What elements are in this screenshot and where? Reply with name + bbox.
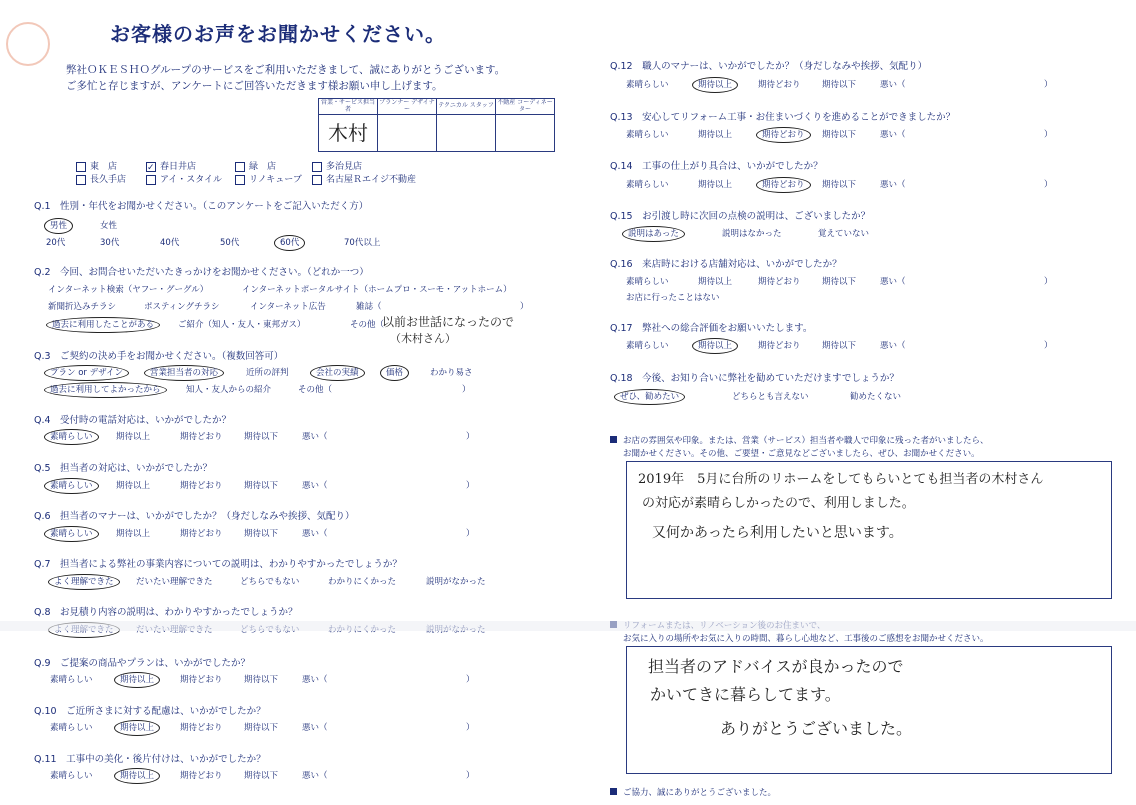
q12-label: Q.12 職人のマナーは、いかがでしたか？（身だしなみや挨拶、気配り） <box>610 61 928 72</box>
q5-rating-bad: 悪い（ <box>302 481 328 491</box>
staff-sales-name: 木村 <box>319 115 378 152</box>
q5-rating-below: 期待以下 <box>244 481 279 491</box>
q18-opt-yes: ぜひ、勧めたい <box>620 390 685 402</box>
q1-age-40: 40代 <box>160 238 180 248</box>
square-bullet-icon <box>610 788 617 795</box>
q10-rating-bad: 悪い（ <box>302 723 328 733</box>
q17-rating-above: 期待以上 <box>698 339 738 351</box>
q11-rating-expected: 期待どおり <box>180 771 223 781</box>
q15-opt-no: 説明はなかった <box>722 229 782 239</box>
q18-label: Q.18 今後、お知り合いに弊社を勧めていただけますでしょうか？ <box>610 373 899 384</box>
q9-rating-excellent: 素晴らしい <box>50 675 93 685</box>
q10-rating-bad-close: ） <box>466 723 475 733</box>
q6-rating-excellent: 素晴らしい <box>50 527 99 539</box>
store-r-age: 名古屋Ｒエイジ不動産 <box>312 172 416 185</box>
staff-header-sales: 営業・サービス担当者 <box>319 99 378 115</box>
q1-label: Q.1 性別・年代をお聞かせください。（このアンケートをご記入いただく方） <box>34 201 369 212</box>
q12-rating-bad-close: ） <box>1044 80 1053 90</box>
q5-label: Q.5 担当者の対応は、いかがでしたか？ <box>34 463 213 474</box>
store-tajimi: 多治見店 <box>312 159 362 172</box>
comment1-label-2: お聞かせください。その他、ご要望・ご意見などございましたら、ぜひ、お聞かせください。 <box>623 449 980 459</box>
q14-label: Q.14 工事の仕上がり具合は、いかがでしたか？ <box>610 161 823 172</box>
staff-realestate-name <box>496 115 555 152</box>
comment1-line-2: の対応が素晴らしかったので、利用しました。 <box>642 496 915 511</box>
q17-label: Q.17 弊社への総合評価をお願いいたします。 <box>610 323 813 334</box>
q7-opt-hard: わかりにくかった <box>328 577 397 587</box>
q6-rating-bad-close: ） <box>466 529 475 539</box>
q18-opt-neutral: どちらとも言えない <box>732 392 809 402</box>
q3-opt-staff: 営業担当者の対応 <box>150 366 224 378</box>
q10-rating-above: 期待以上 <box>120 721 160 733</box>
q14-rating-bad-close: ） <box>1044 180 1053 190</box>
q7-opt-none: 説明がなかった <box>426 577 486 587</box>
q6-rating-below: 期待以下 <box>244 529 279 539</box>
q3-opt-past: 過去に利用してよかったから <box>50 383 167 395</box>
q13-rating-expected: 期待どおり <box>762 128 811 140</box>
q10-rating-below: 期待以下 <box>244 723 279 733</box>
q3-label: Q.3 ご契約の決め手をお聞かせください。（複数回答可） <box>34 351 284 362</box>
q4-rating-expected: 期待どおり <box>180 432 223 442</box>
q12-rating-expected: 期待どおり <box>758 80 801 90</box>
q15-label: Q.15 お引渡し時に次回の点検の説明は、ございましたか？ <box>610 211 871 222</box>
staff-header-technical: テクニカル スタッフ <box>437 99 496 115</box>
q12-rating-above: 期待以上 <box>698 78 738 90</box>
q14-rating-excellent: 素晴らしい <box>626 180 669 190</box>
q5-rating-above: 期待以上 <box>116 481 151 491</box>
q11-rating-bad: 悪い（ <box>302 771 328 781</box>
q3-opt-price: 価格 <box>386 366 409 378</box>
q17-rating-excellent: 素晴らしい <box>626 341 669 351</box>
q16-rating-excellent: 素晴らしい <box>626 277 669 287</box>
q2-opt-ad: インターネット広告 <box>250 302 326 312</box>
q3-opt-other-close: ） <box>462 385 471 395</box>
store-istyle: アイ・スタイル <box>146 172 222 185</box>
q17-rating-below: 期待以下 <box>822 341 857 351</box>
q2-opt-referral: ご紹介（知人・友人・東邦ガス） <box>178 320 306 330</box>
page-title: お客様のお声をお聞かせください。 <box>110 22 446 46</box>
square-bullet-icon <box>610 436 617 443</box>
q7-opt-neutral: どちらでもない <box>240 577 300 587</box>
comment1-label-1: お店の雰囲気や印象。または、営業（サービス）担当者や職人で印象に残った者がいましたら、 <box>610 434 989 446</box>
q13-rating-bad: 悪い（ <box>880 130 906 140</box>
footer: ご協力、誠にありがとうございました。 <box>610 786 776 798</box>
q14-rating-below: 期待以下 <box>822 180 857 190</box>
staff-technical-name <box>437 115 496 152</box>
q1-female: 女性 <box>100 221 118 231</box>
page-fold <box>0 621 1136 631</box>
q2-handwritten-note: 以前お世話になったので <box>382 315 515 329</box>
q3-opt-referral: 知人・友人からの紹介 <box>186 385 272 395</box>
q15-opt-yes: 説明はあった <box>628 227 685 239</box>
q13-rating-above: 期待以上 <box>698 130 733 140</box>
q5-rating-expected: 期待どおり <box>180 481 223 491</box>
q9-rating-below: 期待以下 <box>244 675 279 685</box>
q12-rating-excellent: 素晴らしい <box>626 80 669 90</box>
q9-rating-bad-close: ） <box>466 675 475 685</box>
comment2-label-2: お気に入りの場所やお気に入りの時間、暮らし心地など、工事後のご感想をお聞かせください。 <box>623 634 989 644</box>
q13-rating-bad-close: ） <box>1044 130 1053 140</box>
q16-label: Q.16 来店時における店舗対応は、いかがでしたか？ <box>610 259 842 270</box>
q9-rating-bad: 悪い（ <box>302 675 328 685</box>
q7-opt-well: よく理解できた <box>54 575 120 587</box>
q2-handwritten-name: （木村さん） <box>390 332 456 345</box>
q11-rating-excellent: 素晴らしい <box>50 771 93 781</box>
q2-opt-posting: ポスティングチラシ <box>144 302 220 312</box>
q1-age-70: 70代以上 <box>344 238 381 248</box>
q2-opt-search: インターネット検索（ヤフー・グーグル） <box>48 285 209 295</box>
q2-opt-other: その他（ <box>350 320 385 330</box>
q17-rating-bad-close: ） <box>1044 341 1053 351</box>
q16-rating-expected: 期待どおり <box>758 277 801 287</box>
q16-rating-bad: 悪い（ <box>880 277 906 287</box>
q14-rating-above: 期待以上 <box>698 180 733 190</box>
comment1-line-1: 2019年 5月に台所のリホームをしてもらいとても担当者の木村さん <box>638 472 1044 487</box>
q4-label: Q.4 受付時の電話対応は、いかがでしたか？ <box>34 415 232 426</box>
q8-label: Q.8 お見積り内容の説明は、わかりやすかったでしょうか？ <box>34 607 298 618</box>
store-nagakute: 長久手店 <box>76 172 126 185</box>
q11-label: Q.11 工事中の美化・後片付けは、いかがでしたか？ <box>34 754 266 765</box>
q9-rating-expected: 期待どおり <box>180 675 223 685</box>
q13-rating-excellent: 素晴らしい <box>626 130 669 140</box>
q3-opt-reputation: 近所の評判 <box>246 368 289 378</box>
q15-opt-forgot: 覚えていない <box>818 229 870 239</box>
q6-label: Q.6 担当者のマナーは、いかがでしたか？（身だしなみや挨拶、気配り） <box>34 511 355 522</box>
store-renocube: リノキューブ <box>235 172 302 185</box>
q2-opt-portal: インターネットポータルサイト（ホームプロ・スーモ・アットホーム） <box>242 285 512 295</box>
q12-rating-below: 期待以下 <box>822 80 857 90</box>
q13-label: Q.13 安心してリフォーム工事・お住まいづくりを進めることができましたか？ <box>610 112 956 123</box>
store-higashi: 東 店 <box>76 159 117 172</box>
comment2-line-1: 担当者のアドバイスが良かったので <box>648 657 904 676</box>
staff-table <box>318 98 555 152</box>
q4-rating-bad: 悪い（ <box>302 432 328 442</box>
q5-rating-excellent: 素晴らしい <box>50 479 99 491</box>
staff-planner-name <box>378 115 437 152</box>
q11-rating-bad-close: ） <box>466 771 475 781</box>
q3-opt-plan: プラン or デザイン <box>50 366 129 378</box>
store-kasugai: ✓ 春日井店 <box>147 162 197 173</box>
q5-rating-bad-close: ） <box>466 481 475 491</box>
q7-opt-mostly: だいたい理解できた <box>136 577 213 587</box>
q16-opt-never: お店に行ったことはない <box>626 293 720 303</box>
q2-opt-flyer: 新聞折込みチラシ <box>48 302 117 312</box>
seal-stamp <box>6 22 50 66</box>
q14-rating-bad: 悪い（ <box>880 180 906 190</box>
q17-rating-expected: 期待どおり <box>758 341 801 351</box>
q4-rating-below: 期待以下 <box>244 432 279 442</box>
q2-opt-magazine: 雑誌（ <box>356 302 382 312</box>
q10-rating-excellent: 素晴らしい <box>50 723 93 733</box>
q10-rating-expected: 期待どおり <box>180 723 223 733</box>
q6-rating-bad: 悪い（ <box>302 529 328 539</box>
q17-rating-bad: 悪い（ <box>880 341 906 351</box>
q10-label: Q.10 ご近所さまに対する配慮は、いかがでしたか？ <box>34 706 266 717</box>
q9-rating-above: 期待以上 <box>120 673 160 685</box>
q1-age-20: 20代 <box>46 238 66 248</box>
q7-label: Q.7 担当者による弊社の事業内容についての説明は、わかりやすかったでしょうか？ <box>34 559 402 570</box>
q18-opt-no: 勧めたくない <box>850 392 902 402</box>
q4-rating-bad-close: ） <box>466 432 475 442</box>
q3-opt-other: その他（ <box>298 385 333 395</box>
q14-rating-expected: 期待どおり <box>762 178 811 190</box>
q3-opt-track-record: 会社の実績 <box>316 366 365 378</box>
q6-rating-expected: 期待どおり <box>180 529 223 539</box>
q1-age-50: 50代 <box>220 238 240 248</box>
store-midori: 緑 店 <box>235 159 276 172</box>
q3-opt-clarity: わかり易さ <box>430 368 473 378</box>
q16-rating-above: 期待以上 <box>698 277 733 287</box>
q11-rating-below: 期待以下 <box>244 771 279 781</box>
q6-rating-above: 期待以上 <box>116 529 151 539</box>
intro-line-2: ご多忙と存じますが、アンケートにご回答いただきます様お願い申し上げます。 <box>66 80 443 92</box>
q16-rating-below: 期待以下 <box>822 277 857 287</box>
comment1-line-3: 又何かあったら利用したいと思います。 <box>652 525 903 541</box>
q12-rating-bad: 悪い（ <box>880 80 906 90</box>
q2-opt-magazine-close: ） <box>520 302 529 312</box>
intro-line-1: 弊社ＯＫＥＳＨＯグループのサービスをご利用いただきまして、誠にありがとうございます。 <box>66 64 506 76</box>
comment2-line-3: ありがとうございました。 <box>720 719 913 738</box>
staff-header-planner: プランナー デザイナー <box>378 99 437 115</box>
q1-male: 男性 <box>50 219 73 231</box>
q1-age-60: 60代 <box>280 236 305 248</box>
q4-rating-excellent: 素晴らしい <box>50 430 99 442</box>
q2-opt-past: 過去に利用したことがある <box>52 318 160 330</box>
staff-header-realestate: 不動産 コーディネーター <box>496 99 555 115</box>
q9-label: Q.9 ご提案の商品やプランは、いかがでしたか？ <box>34 658 251 669</box>
comment2-line-2: かいてきに暮らしてます。 <box>650 685 841 704</box>
q2-label: Q.2 今回、お問合せいただいたきっかけをお聞かせください。（どれか一つ） <box>34 267 369 278</box>
q16-rating-bad-close: ） <box>1044 277 1053 287</box>
q1-age-30: 30代 <box>100 238 120 248</box>
q4-rating-above: 期待以上 <box>116 432 151 442</box>
q13-rating-below: 期待以下 <box>822 130 857 140</box>
q11-rating-above: 期待以上 <box>120 769 160 781</box>
